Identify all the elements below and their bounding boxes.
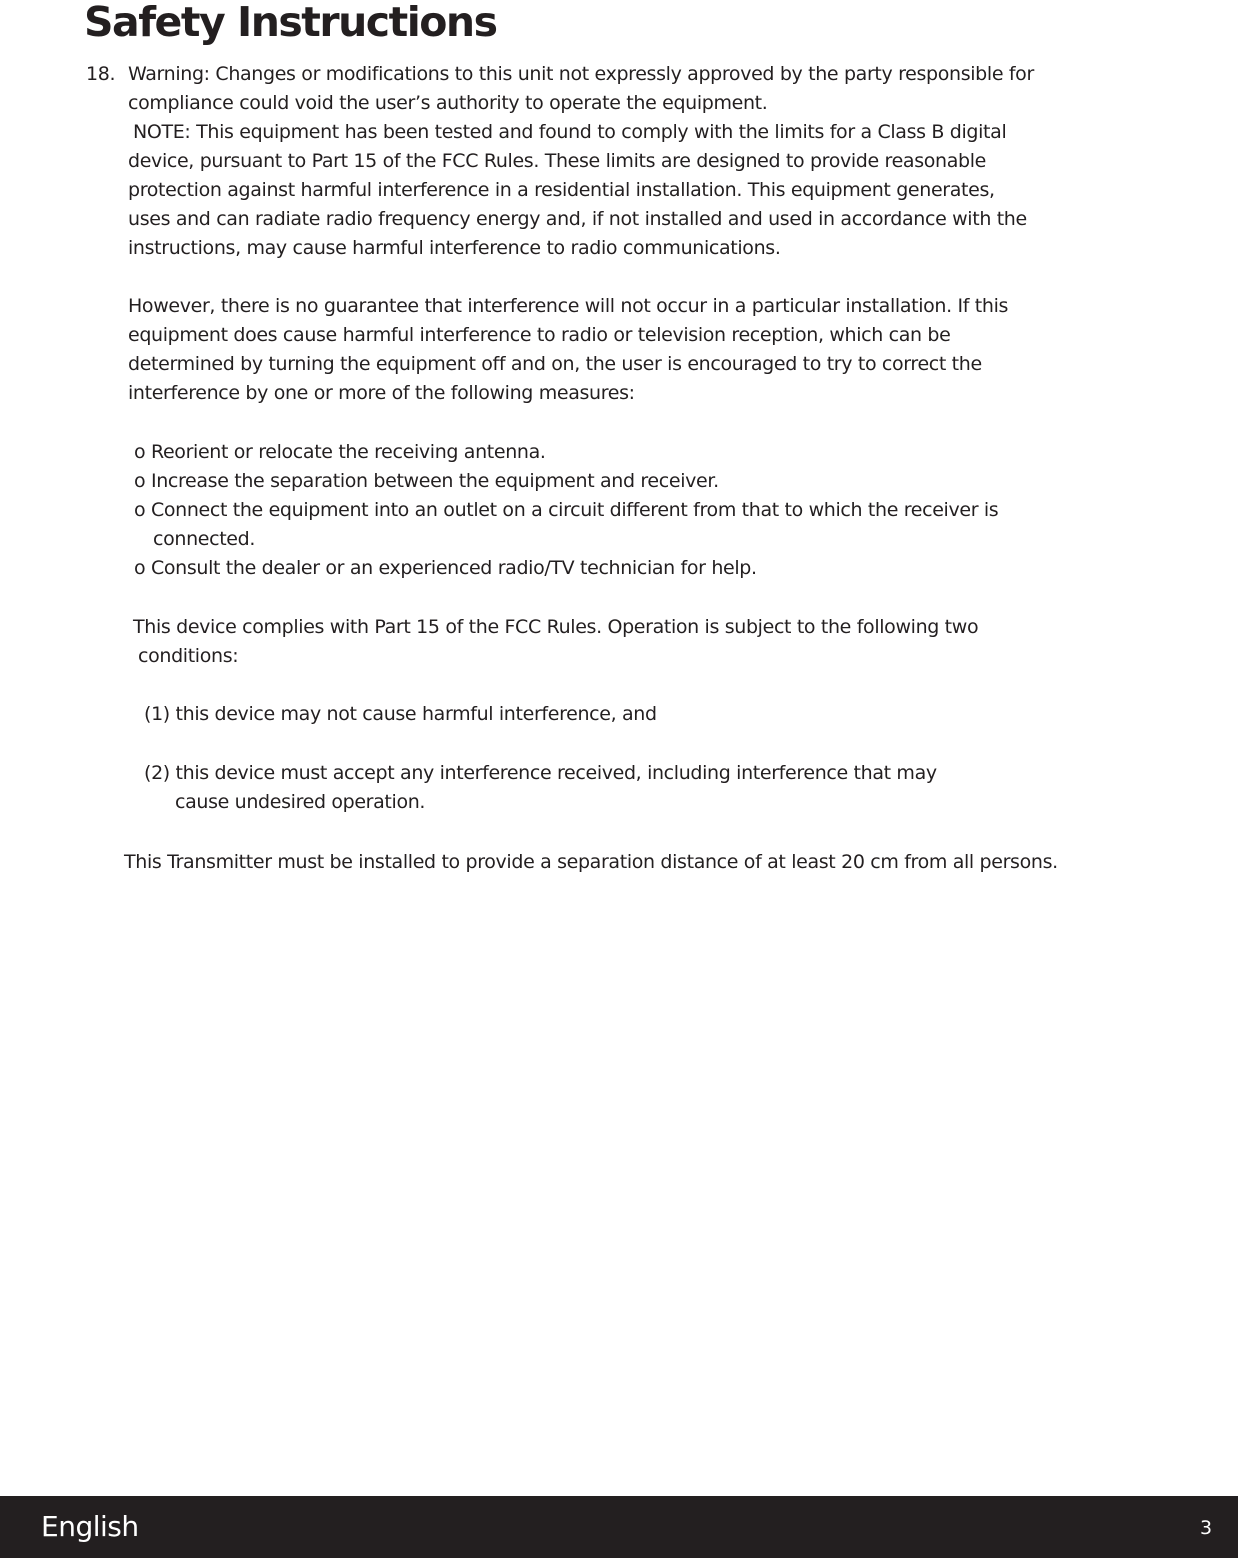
measure-item: o Reorient or relocate the receiving antenna. (134, 441, 546, 463)
note-line: uses and can radiate radio frequency energy and, if not installed and used in accordance with the (128, 208, 1027, 230)
measure-item: o Consult the dealer or an experienced radio/TV technician for help. (134, 557, 757, 579)
page-number: 3 (1200, 1517, 1213, 1539)
warning-line: Warning: Changes or modifications to this unit not expressly approved by the party responsible for (128, 63, 1034, 85)
however-line: However, there is no guarantee that interference will not occur in a particular installation. If this (128, 295, 1009, 317)
note-line: NOTE: This equipment has been tested and found to comply with the limits for a Class B digital (133, 121, 1007, 143)
measure-item: o Increase the separation between the equipment and receiver. (134, 470, 719, 492)
condition-item: (2) this device must accept any interference received, including interference that may (144, 762, 937, 784)
complies-line: This device complies with Part 15 of the FCC Rules. Operation is subject to the following two (133, 616, 979, 638)
note-line: device, pursuant to Part 15 of the FCC Rules. These limits are designed to provide reasonable (128, 150, 987, 172)
condition-item: (1) this device may not cause harmful interference, and (144, 703, 657, 725)
footer-bar (0, 1496, 1238, 1558)
complies-line: conditions: (138, 645, 239, 667)
footer-language: English (41, 1510, 139, 1543)
note-line: instructions, may cause harmful interference to radio communications. (128, 237, 781, 259)
however-line: interference by one or more of the following measures: (128, 382, 635, 404)
transmitter-statement: This Transmitter must be installed to provide a separation distance of at least 20 cm from all persons. (124, 851, 1058, 873)
condition-item-continued: cause undesired operation. (175, 791, 426, 813)
measure-item: o Connect the equipment into an outlet on a circuit different from that to which the receiver is (134, 499, 999, 521)
page-title: Safety Instructions (84, 0, 497, 46)
however-line: equipment does cause harmful interference to radio or television reception, which can be (128, 324, 951, 346)
measure-item-continued: connected. (153, 528, 256, 550)
item-number: 18. (86, 63, 116, 85)
however-line: determined by turning the equipment off and on, the user is encouraged to try to correct the (128, 353, 982, 375)
warning-line: compliance could void the user’s authority to operate the equipment. (128, 92, 768, 114)
note-line: protection against harmful interference in a residential installation. This equipment generates, (128, 179, 995, 201)
